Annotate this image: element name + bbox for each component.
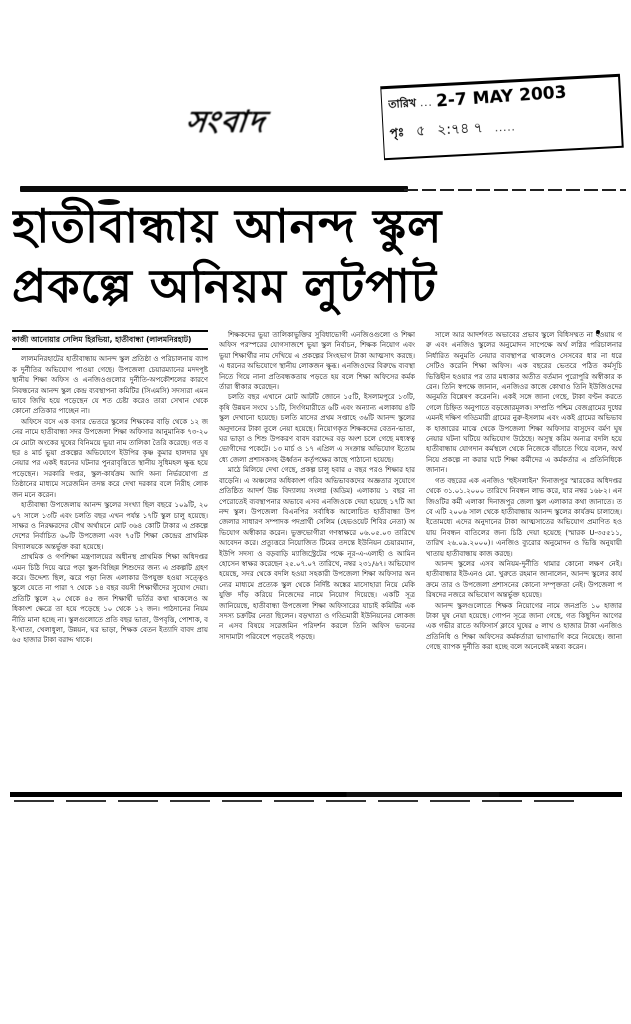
stamp-page-number: ৫ <box>415 123 426 140</box>
article-column-3 <box>426 330 622 790</box>
stamp-handwritten-date: 2-7 MAY 2003 <box>435 82 568 112</box>
stamp-dotted-line-2: ..... <box>494 122 516 135</box>
stamp-dotted-line: ... <box>419 97 433 110</box>
paragraph: গত বছরের এক এনজিও 'হুইসলাইন' দিনাজপুর স্মারকের অধিদপ্তর থেকে ৩১.০১.২০০০ তারিখে নিবন্ধন লাভ করে, যার নম্বর ১৬৮২। এনজিওটির কর্মী এলাকা দিনাজপুর জেলা স্কুল এলাকার কথা জানাতে। তবে এটি ২০০৬ সাল থেকে হাতীবান্ধায় আনন্দ স্কুলের কার্যক্রম চালাচ্ছে। ইতোমধ্যে এদের অনুদানের টাকা আত্মসাতের অভিযোগ প্রমাণিত হওয়ায় নিবন্ধন বাতিলের জন্য চিঠি দেয়া হয়েছে (স্মারক U-৩৫৫১১, তারিখ ২৬.০৯.২০০০)। এনজিও ব্যুরোর অনুমোদন ও ভিত্তি অনুযায়ী খাতায় হাতীবান্ধায় কাজ করছে। <box>426 476 622 558</box>
article-column-2 <box>219 330 415 790</box>
paragraph: সালে আর আদর্শগত অভাবের প্রভাব স্কুলে বিধিসম্মত না হওয়ায় গরু এবং এনজিও স্কুলের অনুমোদন সাপেক্ষে অর্থ লগ্নির পরিচালনার নির্ধারিত অনুমতি নেয়ার ব্যবস্থাপত্র থাকলেও সেসবের ধার না ধরে সেটিও করেনি শিক্ষা অফিস। এক বছরের ভেতরে পঠিত কর্মসূচি ভিত্তিহীন হওয়ার পর তার মধ্যকার অতীত বর্তমান পুরোপুরি অস্বীকার করেন। তিনি স্বপক্ষে জানান, এনজিওর কাজে কোথাও তিনি ইউজিওদের অনুমতি বিশ্লেষণ করেননি। একই সঙ্গে জানা গেছে, টাকা বণ্টন করতে গেলে চিহ্নিত অনুপাতে বড়জোরমূলক। সম্প্রতি পশ্চিম বেজগ্রামের দুধের এমনই দক্ষিণ গড্ডিমারী গ্রামের নুরু-ইসলাম এবং একই গ্রামের অভিভাবক হাজারের মাঝে থেকে উপজেলা শিক্ষা অফিসার বাসুদেব বর্মণ ঘুষ নেয়ার ঘটনা ঘটিয়ে অভিযোগ উঠেছে। অসুস্থ করিম অন্যত্র বদলি হয়ে হাতীবান্ধায় যোগদান কর্মস্থলে থেকে নিজেকে বাঁচাতে গিয়ে বলেন, অর্থ নিয়ে প্রকল্পে না করার ঘটে শিক্ষা কর্মীদের এ কর্মকর্তার এ প্রতিনিধিকে জানান। <box>426 331 622 475</box>
headline-line-2: প্রকল্পে অনিয়ম লুটপাট <box>12 259 437 313</box>
paragraph: প্রাথমিক ও গণশিক্ষা মন্ত্রণালয়ের অধীনস্থ প্রাথমিক শিক্ষা অধিদপ্তর এমন চিঠি দিয়ে ঝরে পড়া স্কুল-বিচ্ছিন্ন শিশুদের জন্য এ প্রকল্পটি গ্রহণ করে। উদ্দেশ্য ছিল, ঝরে পড়া নিজ এলাকার উপযুক্ত হওয়া সত্ত্বেও স্কুলে যেতে না পারা ৭ থেকে ১৪ বছর বয়সী শিক্ষার্থীদের সুযোগ দেয়া। প্রতিটি স্কুলে ২০ থেকে ৪৫ জন শিক্ষার্থী ভর্তির কথা থাকলেও অধিকাংশ ক্ষেত্রে তা হয়ে পড়েছে ১০ থেকে ১২ জন। পাঠদানের নিয়মনীতি মানা হচ্ছে না। স্কুলগুলোতে প্রতি বছর ভাতা, উপবৃত্তি, পোশাক, বই-খাতা, খেলাধুলা, উন্নয়ন, ঘর ভাড়া, শিক্ষক বেতন ইত্যাদি বাবদ প্রায় ৬৫ হাজার টাকা বরাদ্দ থাকে। <box>12 553 208 645</box>
paragraph: আনন্দ স্কুলের এসব অনিয়ম-দুর্নীতি থামার কোনো লক্ষণ নেই। হাতীবান্ধার ইউএনও মো. খুরুতে রহমান জানালেন, আনন্দ স্কুলের কার্যক্রমে তার ও উপজেলা প্রশাসনের কোনো সম্পৃক্ততা নেই। উপজেলা পরিষদের নজরে অভিযোগ অন্তর্ভুক্ত হয়েছে। <box>426 559 622 600</box>
article-end-rule-thick <box>10 792 622 797</box>
stamp-page-label: পৃঃ <box>389 125 405 140</box>
paragraph: শিক্ষকদের ভুয়া তালিকাভুক্তির সুবিধাভোগী এনজিওগুলো ও শিক্ষা অফিস পরস্পরের যোগসাজশে ভুয়া স্কুল নির্বাচন, শিক্ষক নিয়োগ এবং ভুয়া শিক্ষার্থীর নাম দেখিয়ে এ প্রকল্পের সিংহভাগ টাকা আত্মসাৎ করছে। এ ধরনের অভিযোগে স্থানীয় লোকজন ক্ষুব্ধ। এনজিওদের বিরুদ্ধে ব্যবস্থা নিতে গিয়ে নানা প্রতিবন্ধকতায় পড়তে হয় বলে শিক্ষা অফিসের কর্মকর্তারা স্বীকার করেছেন। <box>219 331 415 392</box>
article-body <box>12 330 622 790</box>
stamp-date-label: তারিখ <box>387 96 417 111</box>
paragraph: হাতীবান্ধা উপজেলায় আনন্দ স্কুলের সংখ্যা ছিল বছরে ১০৯টি, ২০০৭ সালে ১৩টি এবং চলতি বছর এখন পর্যন্ত ১৭টি স্কুল চালু হয়েছে। সাক্ষর ও নিরক্ষরদের যৌথ অর্থায়নে মোট ৩৬৪ কোটি টাকার এ প্রকল্পে দেশের নির্বাচিত ৬০টি উপজেলা এবং ৭৫টি শিক্ষা কেন্দ্রের প্রাথমিক বিদ্যালয়কে অন্তর্ভুক্ত করা হয়েছে। <box>12 501 208 551</box>
article-end-rule-thin <box>14 800 574 802</box>
paragraph: মাঠে মিলিয়ে দেখা গেছে, প্রকল্প চালু হবার ৫ বছর পরও শিক্ষার হার বাড়েনি। এ অঞ্চলের অধিকাংশ গরিব অভিভাবকদের অজ্ঞতার সুযোগে প্রতিষ্ঠিত আদর্শ উচ্চ বিদ্যালয় সংলগ্ন (অডিম) এলাকায় ১ বছর না পেরোতেই ব্যবস্থাপনার অভাবে এসব এনজিওকে দেয়া হয়েছে ১৭টি আনন্দ স্কুল। উপজেলা বিএনপির সর্বাধিক আলোচিত হাতীবান্ধা উপজেলার সাধারণ সম্পাদক পদপ্রার্থী সেলিম (হেভওয়েট শিবির নেতা) অভিযোগ অস্বীকার করেন। ভুক্তভোগীরা গণস্বাক্ষরে ০৬.০৫.০৩ তারিখে আবেদন করে। প্রত্যুত্তরে নিয়োজিত টিমের তদন্তে ইউনিয়ন চেয়ারম্যান, ইউপি সদস্য ও বড়বাড়ি ম্যাজিস্ট্রেটের পক্ষে নূর-এ-এলাহী ও আমিন হোসেন স্বাক্ষর করেছেন ২৫.০৭.০৭ তারিখে, নম্বর ২৩১/৬৭। অভিযোগ হয়েছে, সদর থেকে বদলি হওয়া সহকারী উপজেলা শিক্ষা অফিসার অনন্যের মাধ্যমে প্রত্যেক স্কুল থেকে নির্দিষ্ট অঙ্কের মাসোহারা নিয়ে মেকি যুক্তি দাঁড় করিয়ে নিজেদের নামে নিয়োগ দিয়েছে। একটি সূত্র জানিয়েছে, হাতীবান্ধা উপজেলা শিক্ষা অফিসারের যাচাই কমিটির এক সদস্য চক্রটির নেতা ছিলেন। বড়খাতা ও গড্ডিমারী ইউনিয়নের লোকজন এসব বিষয়ে সরেজমিন পরিদর্শন করলে তিনি অফিস ভবনের সাদামাটা পরিবেশে পড়তেই পড়ছে। <box>219 466 415 641</box>
date-received-stamp <box>380 74 624 160</box>
stamp-reference-number: ২:৭৪ ৭ <box>436 120 484 139</box>
stamp-page-row <box>389 109 615 145</box>
paragraph: চলতি বছর এখানে মোট আটটি জোনে ১৫টি, ইসলামপুরে ১৩টি, কৃষি উন্নয়ন সংঘে ১১টি, সিংগিমারীতে ৬টি এবং অন্যান্য এলাকায় ৪টি স্কুল দেখানো হয়েছে। চলতি মাসের প্রথম সপ্তাহে ৩৬টি আনন্দ স্কুলের অনুদানের টাকা তুলে নেয়া হয়েছে। নিয়োগকৃত শিক্ষকদের বেতন-ভাতা, ঘর ভাড়া ও শিশু উপকরণ বাবদ বরাদ্দের বড় অংশ চলে গেছে মধ্যস্বত্বভোগীদের পকেটে। ১৩ মার্চ ও ১৭ এপ্রিল এ সংক্রান্ত অভিযোগ ইতোমধ্যে জেলা প্রশাসকসহ ঊর্ধ্বতন কর্তৃপক্ষের কাছে পাঠানো হয়েছে। <box>219 393 415 464</box>
stamp-date-row <box>388 81 614 115</box>
masthead-divider-rule-thick <box>20 186 408 192</box>
article-headline <box>12 196 622 326</box>
headline-line-1: হাতীবান্ধায় আনন্দ স্কুল <box>12 199 443 253</box>
newspaper-masthead-logo: সংবাদ <box>184 105 268 140</box>
byline: কাজী আনোয়ার সেলিম হিরভিয়া, হাতীবান্ধা (লালমনিরহাট) <box>12 330 208 350</box>
masthead-divider-rule-thin <box>404 189 626 191</box>
paragraph: আনন্দ স্কুলগুলোতে শিক্ষক নিয়োগের নামে জনপ্রতি ১০ হাজার টাকা ঘুষ নেয়া হয়েছে। গোপন সূত্রে জানা গেছে, গত কিছুদিন আগের এক গভীর রাতে অফিসার্স ক্লাবে ঘুষের ৫ লাখ ও হাজার টাকা এনজিও প্রতিনিধি ও শিক্ষা অফিসের কর্মকর্তারা ভাগাভাগি করে নিয়েছে। জানা গেছে ব্যাপক দুর্নীতি করা হচ্ছে বলে অনেকেই মন্তব্য করেন। <box>426 601 622 652</box>
paragraph: অফিসে বসে এক বসার ভেতরে স্কুলের শিক্ষকের বাড়ি থেকে ১২ জনের নামে হাতীবান্ধা সদর উপজেলা শিক্ষা অফিসার আনুমানিক ৭৩-২০ মে মোটা অংকের ঘুষের বিনিময়ে ভুয়া নাম তালিকা তৈরি করেছে। গত বছর ৪ মার্চ ভুয়া প্রকল্পের অভিযোগে ইউপির কৃষ্ণ কুমার হালদার ঘুষ নেয়ার পর একই ধরনের ঘটনার পুনরাবৃত্তিতে স্থানীয় সুধিমহল ক্ষুব্ধ হয়ে পড়েছেন। সরকারি দপ্তর, স্কুল-কার্যক্রম আদি অন্য নির্ভরযোগ্য প্রতিষ্ঠানের মাধ্যমে সরেজমিন তদন্ত করে দেখা দরকার বলে নিরীহ লোকজন মনে করেন। <box>12 417 208 499</box>
paragraph: লালমনিরহাটের হাতীবান্ধায় আনন্দ স্কুল প্রতিষ্ঠা ও পরিচালনায় ব্যাপক দুর্নীতির অভিযোগ পাওয়া গেছে। উপজেলা চেয়ারম্যানের মদদপুষ্ট স্থানীয় শিক্ষা অফিস ও এনজিওগুলোর দুর্নীতি-অপকৌশলের কারণে নিবন্ধনের আনন্দ স্কুল কেন্দ্র ব্যবস্থাপনা কমিটির (সিএমসি) সদস্যরা এমনভাবে জিম্মি হয়ে পড়েছেন যে শত চেষ্টা করেও তারা সেখান থেকে কোনো প্রতিকার পাচ্ছেন না। <box>12 355 208 416</box>
article-column-1 <box>12 330 208 790</box>
